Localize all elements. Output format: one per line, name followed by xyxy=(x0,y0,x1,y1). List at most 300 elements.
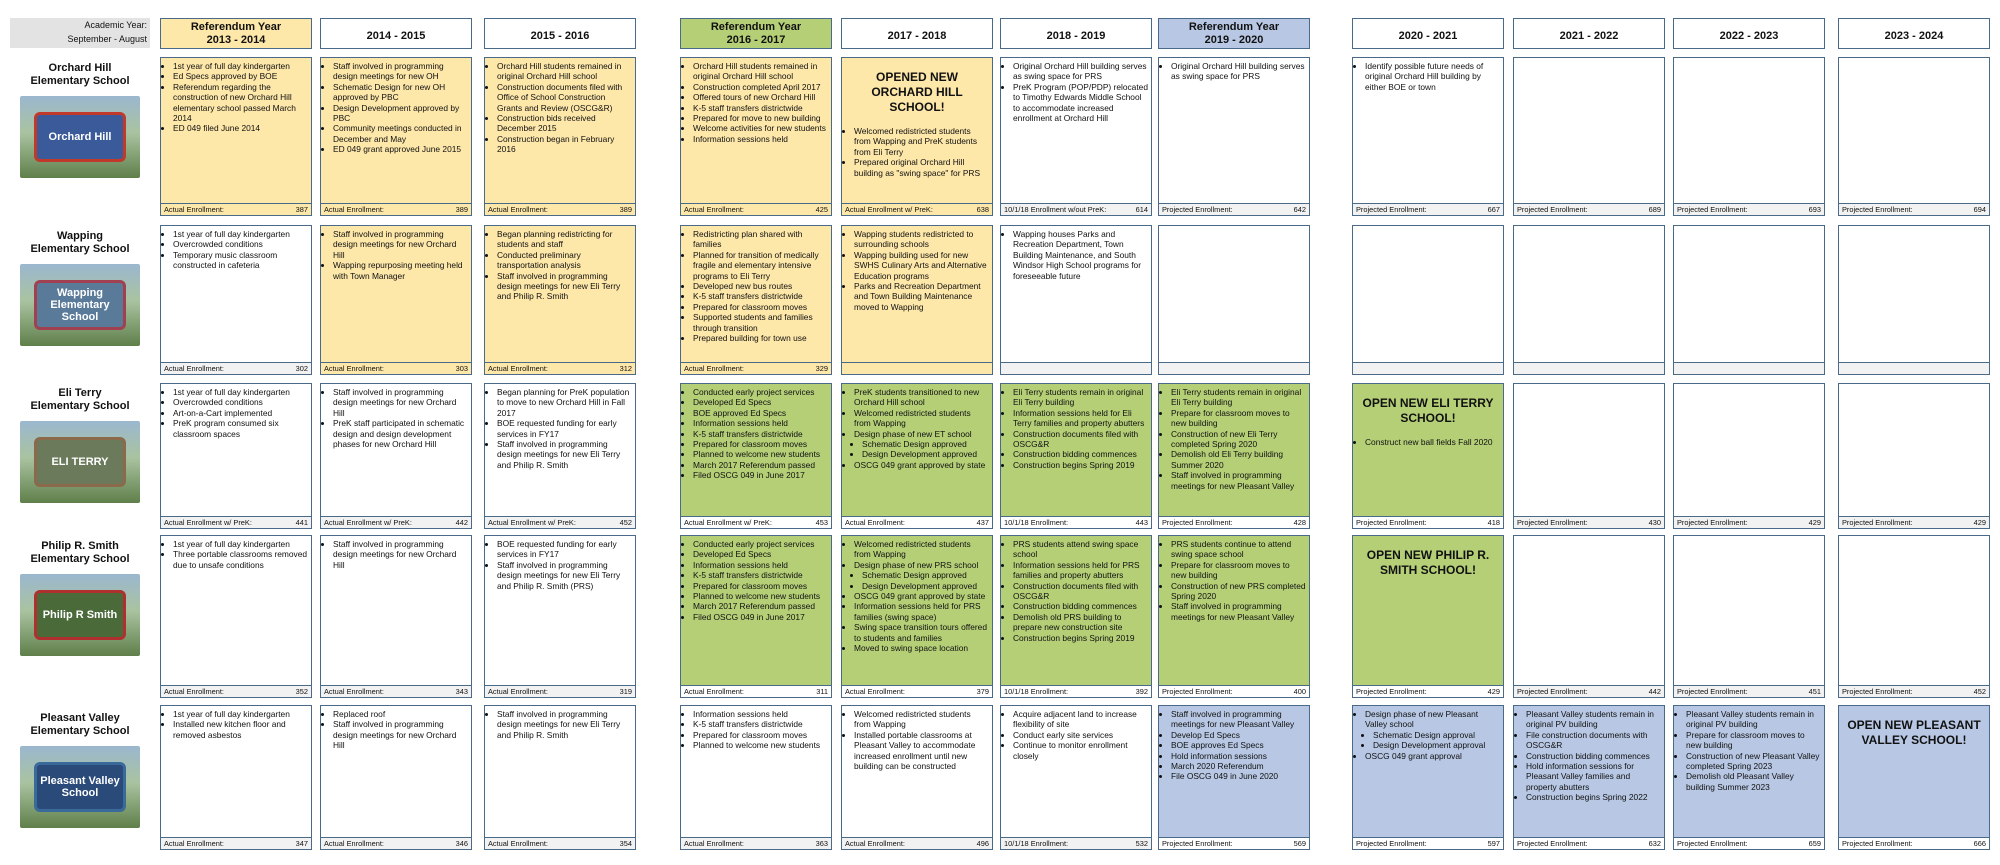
enrollment-label: Projected Enrollment: xyxy=(1677,518,1748,527)
activity-item: • ED 049 grant approved June 2015 xyxy=(333,144,468,154)
year-range-label: 2017 - 2018 xyxy=(887,30,947,42)
timeline-cell xyxy=(1000,535,1152,698)
activity-item: • Orchard Hill students remained in original Orchard Hill school xyxy=(497,61,632,82)
school-sign: Pleasant Valley School xyxy=(34,762,126,812)
activity-list xyxy=(1159,58,1309,82)
activity-list xyxy=(842,536,992,653)
school-sign: Philip R Smith xyxy=(34,590,126,640)
enrollment-label: Projected Enrollment: xyxy=(1356,518,1427,527)
activity-item: • Staff involved in programming meetings for new Pleasant Valley xyxy=(1171,601,1306,622)
enrollment-label: Projected Enrollment: xyxy=(1842,839,1913,848)
enrollment-row xyxy=(321,203,471,215)
enrollment-value: 642 xyxy=(1293,205,1306,214)
activity-item: • Welcomed redistricted students from Wapping xyxy=(854,539,989,560)
timeline-cell xyxy=(160,705,312,850)
activity-item: • Offered tours of new Orchard Hill xyxy=(693,92,828,102)
enrollment-label: Actual Enrollment: xyxy=(164,205,224,214)
enrollment-value: 532 xyxy=(1135,839,1148,848)
enrollment-row xyxy=(842,362,992,374)
timeline-cell xyxy=(484,57,636,216)
enrollment-row xyxy=(1674,516,1824,528)
enrollment-row xyxy=(1514,516,1664,528)
activity-item: • Schematic Design approval xyxy=(1373,730,1500,740)
activity-list xyxy=(842,706,992,771)
enrollment-label: Actual Enrollment: xyxy=(324,687,384,696)
activity-item: • PreK students transitioned to new Orchard Hill school xyxy=(854,387,989,408)
activity-item: • Conduct early site services xyxy=(1013,730,1148,740)
timeline-cell xyxy=(841,535,993,698)
timeline-cell xyxy=(1158,705,1310,850)
enrollment-row xyxy=(681,685,831,697)
enrollment-value: 311 xyxy=(816,687,828,696)
enrollment-label: Projected Enrollment: xyxy=(1162,687,1233,696)
timeline-cell xyxy=(1513,535,1665,698)
year-header xyxy=(1673,18,1825,49)
school-photo xyxy=(20,264,140,346)
enrollment-value: 451 xyxy=(1808,687,1821,696)
enrollment-row xyxy=(161,516,311,528)
enrollment-value: 343 xyxy=(455,687,468,696)
enrollment-row xyxy=(1839,516,1989,528)
enrollment-row xyxy=(1001,685,1151,697)
year-range-label: 2022 - 2023 xyxy=(1719,30,1779,42)
activity-item: • PRS students continue to attend swing space school xyxy=(1171,539,1306,560)
enrollment-label: 10/1/18 Enrollment: xyxy=(1004,839,1069,848)
enrollment-label: Projected Enrollment: xyxy=(1356,839,1427,848)
school-label xyxy=(10,230,150,346)
activity-item: • Pleasant Valley students remain in original PV building xyxy=(1686,709,1821,730)
year-range-label: 2016 - 2017 xyxy=(726,33,786,46)
enrollment-value: 442 xyxy=(455,518,468,527)
enrollment-row xyxy=(1353,685,1503,697)
activity-list xyxy=(842,384,992,470)
activity-list xyxy=(485,226,635,302)
activity-item: • Staff involved in programming meetings for new Pleasant Valley xyxy=(1171,709,1306,730)
activity-item: • Overcrowded conditions xyxy=(173,239,308,249)
activity-item: • Demolish old Pleasant Valley building Summer 2023 xyxy=(1686,771,1821,792)
enrollment-value: 666 xyxy=(1973,839,1986,848)
timeline-cell xyxy=(160,383,312,529)
activity-item: • K-5 staff transfers districtwide xyxy=(693,103,828,113)
enrollment-row xyxy=(681,203,831,215)
enrollment-row xyxy=(1001,837,1151,849)
activity-item: • OSCG 049 grant approval xyxy=(1365,751,1500,761)
activity-item: • BOE approved Ed Specs xyxy=(693,408,828,418)
timeline-cell xyxy=(1513,383,1665,529)
enrollment-row xyxy=(1353,837,1503,849)
activity-item: • Prepare for classroom moves to new building xyxy=(1686,730,1821,751)
enrollment-value: 659 xyxy=(1808,839,1821,848)
activity-item: • Prepare for classroom moves to new building xyxy=(1171,408,1306,429)
activity-item: • Staff involved in programming design meetings for new Orchard Hill xyxy=(333,719,468,750)
enrollment-label: Projected Enrollment: xyxy=(1162,839,1233,848)
activity-item: • Installed new kitchen floor and removed asbestos xyxy=(173,719,308,740)
timeline-cell xyxy=(1838,705,1990,850)
activity-item: • Developed Ed Specs xyxy=(693,397,828,407)
year-range-label: 2018 - 2019 xyxy=(1046,30,1106,42)
activity-list xyxy=(681,706,831,751)
timeline-cell xyxy=(320,535,472,698)
activity-item: • Wapping students redistricted to surrounding schools xyxy=(854,229,989,250)
activity-item: • Conducted early project services xyxy=(693,539,828,549)
activity-item: • Developed Ed Specs xyxy=(693,549,828,559)
milestone-headline: OPENED NEW ORCHARD HILL SCHOOL! xyxy=(871,70,963,114)
timeline-cell xyxy=(1352,705,1504,850)
activity-item: • BOE requested funding for early services in FY17 xyxy=(497,539,632,560)
activity-item: • Prepared for classroom moves xyxy=(693,439,828,449)
enrollment-label: Actual Enrollment: xyxy=(845,518,905,527)
year-header xyxy=(1513,18,1665,49)
activity-list xyxy=(321,226,471,281)
year-range-label: 2019 - 2020 xyxy=(1204,33,1264,46)
activity-item: • Original Orchard Hill building serves as swing space for PRS xyxy=(1171,61,1306,82)
activity-item: • Construction begins Spring 2019 xyxy=(1013,460,1148,470)
enrollment-value: 312 xyxy=(619,364,632,373)
timeline-cell xyxy=(1673,705,1825,850)
activity-list xyxy=(161,226,311,271)
activity-item: • Continue to monitor enrollment closely xyxy=(1013,740,1148,761)
enrollment-label: 10/1/18 Enrollment: xyxy=(1004,687,1069,696)
activity-item: • Conducted early project services xyxy=(693,387,828,397)
activity-item: • Prepared for classroom moves xyxy=(693,730,828,740)
enrollment-value: 319 xyxy=(619,687,632,696)
activity-item: • 1st year of full day kindergarten xyxy=(173,539,308,549)
enrollment-row xyxy=(1514,203,1664,215)
activity-list xyxy=(485,384,635,470)
enrollment-value: 303 xyxy=(455,364,468,373)
activity-item: • Acquire adjacent land to increase flexibility of site xyxy=(1013,709,1148,730)
enrollment-row xyxy=(1159,837,1309,849)
enrollment-label: Actual Enrollment: xyxy=(845,687,905,696)
activity-item: • Installed portable classrooms at Pleasant Valley to accommodate increased enrollment until new building can be constructed xyxy=(854,730,989,772)
activity-item: • Staff involved in programming design meetings for new Orchard Hill xyxy=(333,387,468,418)
activity-item: • Welcomed redistricted students from Wapping and PreK students from Eli Terry xyxy=(854,126,989,157)
activity-list xyxy=(1353,434,1503,447)
activity-item: • K-5 staff transfers districtwide xyxy=(693,429,828,439)
milestone-headline: OPEN NEW ELI TERRY SCHOOL! xyxy=(1362,396,1494,425)
year-header xyxy=(1838,18,1990,49)
activity-item: • Information sessions held for Eli Terry families and property abutters xyxy=(1013,408,1148,429)
referendum-year-label: Referendum Year xyxy=(1188,20,1280,33)
enrollment-value: 379 xyxy=(976,687,989,696)
enrollment-row xyxy=(1353,516,1503,528)
year-header xyxy=(841,18,993,49)
activity-item: • Staff involved in programming meetings for new Pleasant Valley xyxy=(1171,470,1306,491)
enrollment-value: 418 xyxy=(1487,518,1500,527)
timeline-cell xyxy=(160,535,312,698)
activity-item: • 1st year of full day kindergarten xyxy=(173,709,308,719)
enrollment-row xyxy=(321,685,471,697)
timeline-cell xyxy=(1158,57,1310,216)
activity-item: • Staff involved in programming design meetings for new Orchard Hill xyxy=(333,229,468,260)
enrollment-label: Actual Enrollment: xyxy=(324,839,384,848)
year-header xyxy=(1352,18,1504,49)
milestone-headline: OPEN NEW PHILIP R. SMITH SCHOOL! xyxy=(1366,548,1490,577)
timeline-cell xyxy=(1673,383,1825,529)
enrollment-row xyxy=(842,685,992,697)
enrollment-row xyxy=(1001,516,1151,528)
activity-item: • Information sessions held xyxy=(693,134,828,144)
enrollment-row xyxy=(1674,203,1824,215)
activity-item: • Moved to swing space location xyxy=(854,643,989,653)
timeline-cell xyxy=(484,383,636,529)
enrollment-row xyxy=(1159,685,1309,697)
enrollment-value: 346 xyxy=(455,839,468,848)
enrollment-row xyxy=(1839,837,1989,849)
school-name-line1: Orchard Hill xyxy=(48,62,112,74)
enrollment-row xyxy=(161,203,311,215)
activity-item: • Staff involved in programming design meetings for new Eli Terry and Philip R. Smith (PRS) xyxy=(497,560,632,591)
activity-item: • Information sessions held for PRS families (swing space) xyxy=(854,601,989,622)
timeline-cell xyxy=(1158,535,1310,698)
enrollment-label: Actual Enrollment: xyxy=(488,205,548,214)
school-name-line2: Elementary School xyxy=(30,553,130,565)
activity-item: • Wapping houses Parks and Recreation Department, Town Building Maintenance, and South Windsor High School programs for foreseeable future xyxy=(1013,229,1148,281)
enrollment-row xyxy=(1353,362,1503,374)
activity-item: • BOE requested funding for early services in FY17 xyxy=(497,418,632,439)
activity-item: • Prepared for classroom moves xyxy=(693,581,828,591)
timeline-cell xyxy=(320,383,472,529)
year-header xyxy=(1158,18,1310,49)
activity-item: • 1st year of full day kindergarten xyxy=(173,387,308,397)
enrollment-label: Actual Enrollment: xyxy=(845,839,905,848)
timeline-cell xyxy=(1352,57,1504,216)
enrollment-label: Actual Enrollment: xyxy=(488,687,548,696)
enrollment-row xyxy=(1514,837,1664,849)
timeline-cell xyxy=(1000,57,1152,216)
timeline-cell xyxy=(1838,225,1990,375)
enrollment-value: 363 xyxy=(815,839,828,848)
activity-item: • Welcome activities for new students xyxy=(693,123,828,133)
school-label xyxy=(10,712,150,828)
enrollment-label: 10/1/18 Enrollment w/out PreK: xyxy=(1004,205,1107,214)
enrollment-label: Actual Enrollment w/ PreK: xyxy=(684,518,772,527)
timeline-cell xyxy=(320,57,472,216)
school-sign: Wapping Elementary School xyxy=(34,280,126,330)
timeline-cell xyxy=(320,705,472,850)
activity-item: • Pleasant Valley students remain in original PV building xyxy=(1526,709,1661,730)
timeline-cell xyxy=(484,535,636,698)
activity-list xyxy=(485,536,635,591)
timeline-cell xyxy=(1000,383,1152,529)
activity-item: • Overcrowded conditions xyxy=(173,397,308,407)
activity-item: • Prepare for classroom moves to new building xyxy=(1171,560,1306,581)
enrollment-value: 689 xyxy=(1648,205,1661,214)
enrollment-label: Actual Enrollment: xyxy=(684,687,744,696)
activity-item: • OSCG 049 grant approved by state xyxy=(854,460,989,470)
activity-item: • Construction began in February 2016 xyxy=(497,134,632,155)
enrollment-label: Projected Enrollment: xyxy=(1356,205,1427,214)
timeline-cell xyxy=(160,225,312,375)
timeline-cell xyxy=(1352,535,1504,698)
enrollment-value: 496 xyxy=(976,839,989,848)
activity-item: • K-5 staff transfers districtwide xyxy=(693,291,828,301)
activity-item: • Temporary music classroom constructed in cafeteria xyxy=(173,250,308,271)
enrollment-row xyxy=(1839,685,1989,697)
activity-item: • PreK staff participated in schematic design and design development phases for new Orchard Hill xyxy=(333,418,468,449)
activity-item: • Design Development approved xyxy=(862,581,989,591)
timeline-cell xyxy=(680,57,832,216)
timeline-cell xyxy=(1513,225,1665,375)
activity-list xyxy=(842,123,992,178)
enrollment-row xyxy=(485,516,635,528)
enrollment-label: Projected Enrollment: xyxy=(1677,687,1748,696)
enrollment-value: 389 xyxy=(455,205,468,214)
timeline-cell xyxy=(680,383,832,529)
enrollment-value: 694 xyxy=(1973,205,1986,214)
year-range-label: 2015 - 2016 xyxy=(530,30,590,42)
academic-year-label xyxy=(10,18,150,48)
activity-item: • March 2020 Referendum xyxy=(1171,761,1306,771)
activity-item: • Schematic Design for new OH approved by PBC xyxy=(333,82,468,103)
activity-item: • Filed OSCG 049 in June 2017 xyxy=(693,470,828,480)
enrollment-row xyxy=(1839,203,1989,215)
activity-item: • Construction completed April 2017 xyxy=(693,82,828,92)
activity-item: • Identify possible future needs of original Orchard Hill building by either BOE or town xyxy=(1365,61,1500,92)
enrollment-row xyxy=(681,516,831,528)
timeline-cell xyxy=(1838,383,1990,529)
school-photo xyxy=(20,746,140,828)
timeline-cell xyxy=(680,535,832,698)
activity-item: • Supported students and families through transition xyxy=(693,312,828,333)
enrollment-row xyxy=(1839,362,1989,374)
enrollment-row xyxy=(485,837,635,849)
activity-item: • Planned to welcome new students xyxy=(693,740,828,750)
school-sign: ELI TERRY xyxy=(34,437,126,487)
enrollment-value: 632 xyxy=(1648,839,1661,848)
enrollment-label: Actual Enrollment: xyxy=(164,687,224,696)
enrollment-label: Projected Enrollment: xyxy=(1517,518,1588,527)
enrollment-value: 452 xyxy=(1973,687,1986,696)
enrollment-row xyxy=(1001,362,1151,374)
referendum-year-label: Referendum Year xyxy=(190,20,282,33)
enrollment-row xyxy=(485,362,635,374)
activity-item: • Welcomed redistricted students from Wapping xyxy=(854,709,989,730)
enrollment-label: Actual Enrollment w/ PreK: xyxy=(845,205,933,214)
activity-item: • Orchard Hill students remained in original Orchard Hill school xyxy=(693,61,828,82)
activity-item: • Planned to welcome new students xyxy=(693,449,828,459)
activity-item: • Hold information sessions for Pleasant Valley families and property abutters xyxy=(1526,761,1661,792)
activity-list xyxy=(161,536,311,570)
activity-list xyxy=(161,706,311,740)
enrollment-row xyxy=(681,837,831,849)
enrollment-label: Projected Enrollment: xyxy=(1842,687,1913,696)
activity-list xyxy=(1353,58,1503,92)
activity-item: • Design phase of new PRS school xyxy=(854,560,989,570)
timeline-cell xyxy=(1000,705,1152,850)
activity-item: • Planned to welcome new students xyxy=(693,591,828,601)
year-range-label: 2021 - 2022 xyxy=(1559,30,1619,42)
timeline-cell xyxy=(1673,535,1825,698)
activity-list xyxy=(161,58,311,134)
timeline-cell xyxy=(841,383,993,529)
year-range-label: 2020 - 2021 xyxy=(1398,30,1458,42)
enrollment-row xyxy=(842,837,992,849)
activity-item: • Swing space transition tours offered to students and families xyxy=(854,622,989,643)
enrollment-row xyxy=(161,837,311,849)
activity-item: • Replaced roof xyxy=(333,709,468,719)
activity-item: • Staff involved in programming design meetings for new Eli Terry and Philip R. Smith xyxy=(497,709,632,740)
activity-list xyxy=(161,384,311,439)
activity-list xyxy=(842,226,992,312)
school-name-line1: Pleasant Valley xyxy=(40,712,120,724)
enrollment-value: 614 xyxy=(1135,205,1148,214)
enrollment-value: 389 xyxy=(619,205,632,214)
enrollment-value: 638 xyxy=(976,205,989,214)
enrollment-row xyxy=(1159,516,1309,528)
school-photo xyxy=(20,421,140,503)
enrollment-label: Actual Enrollment: xyxy=(684,839,744,848)
activity-list xyxy=(1001,536,1151,643)
enrollment-row xyxy=(1674,685,1824,697)
timeline-cell xyxy=(484,225,636,375)
activity-list xyxy=(1159,536,1309,622)
activity-item: • K-5 staff transfers districtwide xyxy=(693,719,828,729)
enrollment-value: 429 xyxy=(1487,687,1500,696)
enrollment-label: Actual Enrollment: xyxy=(324,364,384,373)
activity-item: • Ed Specs approved by BOE xyxy=(173,71,308,81)
activity-item: • Design Development approved by PBC xyxy=(333,103,468,124)
activity-item: • Parks and Recreation Department and Town Building Maintenance moved to Wapping xyxy=(854,281,989,312)
activity-item: • Original Orchard Hill building serves as swing space for PRS xyxy=(1013,61,1148,82)
activity-item: • Construction of new Eli Terry completed Spring 2020 xyxy=(1171,429,1306,450)
enrollment-value: 302 xyxy=(295,364,308,373)
enrollment-row xyxy=(1514,685,1664,697)
activity-item: • Staff involved in programming design meetings for new Eli Terry and Philip R. Smith xyxy=(497,439,632,470)
timeline-cell xyxy=(841,225,993,375)
activity-item: • Construction begins Spring 2019 xyxy=(1013,633,1148,643)
activity-item: • Prepared for classroom moves xyxy=(693,302,828,312)
school-photo xyxy=(20,574,140,656)
enrollment-value: 428 xyxy=(1293,518,1306,527)
year-header xyxy=(1000,18,1152,49)
activity-item: • Prepared building for town use xyxy=(693,333,828,343)
activity-item: • Construct new ball fields Fall 2020 xyxy=(1365,437,1500,447)
timeline-cell xyxy=(484,705,636,850)
enrollment-label: Projected Enrollment: xyxy=(1677,205,1748,214)
enrollment-label: Projected Enrollment: xyxy=(1517,839,1588,848)
enrollment-value: 425 xyxy=(815,205,828,214)
school-name-line2: Elementary School xyxy=(30,725,130,737)
enrollment-value: 693 xyxy=(1808,205,1821,214)
enrollment-label: Actual Enrollment: xyxy=(684,205,744,214)
school-name-line1: Wapping xyxy=(56,230,104,242)
enrollment-label: Actual Enrollment: xyxy=(164,839,224,848)
activity-item: • OSCG 049 grant approved by state xyxy=(854,591,989,601)
activity-item: • Information sessions held xyxy=(693,560,828,570)
activity-list xyxy=(681,58,831,144)
enrollment-label: Projected Enrollment: xyxy=(1162,205,1233,214)
activity-list xyxy=(1159,706,1309,782)
enrollment-value: 392 xyxy=(1135,687,1148,696)
activity-item: • Develop Ed Specs xyxy=(1171,730,1306,740)
enrollment-row xyxy=(1353,203,1503,215)
activity-item: • Construction documents filed with OSCG&R xyxy=(1013,581,1148,602)
timeline-cell xyxy=(1513,57,1665,216)
timeline-cell xyxy=(1513,705,1665,850)
school-sign: Orchard Hill xyxy=(34,112,126,162)
activity-item: • PRS students attend swing space school xyxy=(1013,539,1148,560)
activity-item: • K-5 staff transfers districtwide xyxy=(693,570,828,580)
activity-item: • Construction bids received December 2015 xyxy=(497,113,632,134)
enrollment-label: Actual Enrollment: xyxy=(684,364,744,373)
activity-item: • Construction of new PRS completed Spring 2020 xyxy=(1171,581,1306,602)
activity-list xyxy=(1159,384,1309,491)
activity-list xyxy=(1514,706,1664,803)
enrollment-value: 352 xyxy=(295,687,308,696)
activity-item: • Construction documents filed with Office of School Construction Grants and Review (OSCG&R) xyxy=(497,82,632,113)
enrollment-row xyxy=(321,837,471,849)
